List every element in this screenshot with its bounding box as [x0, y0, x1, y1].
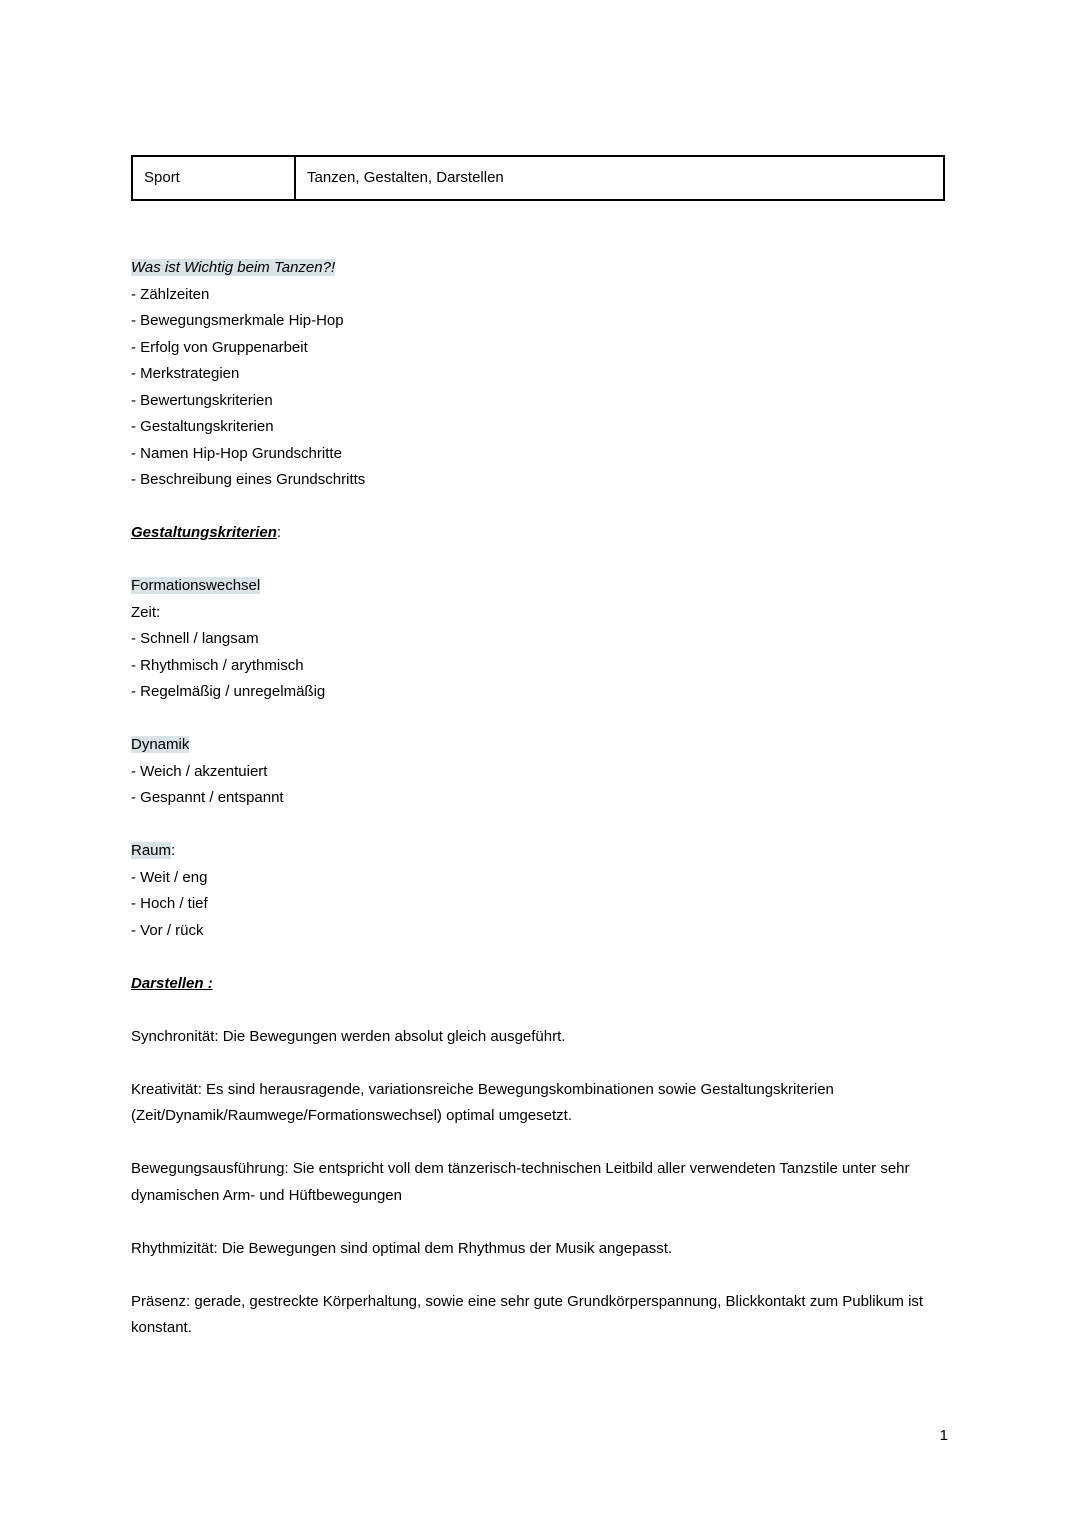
header-table-topic-cell: Tanzen, Gestalten, Darstellen [295, 156, 944, 200]
list-item: - Gespannt / entspannt [131, 789, 284, 806]
gestaltung-heading-text: Gestaltungskriterien [131, 524, 277, 541]
document-page-content [131, 155, 945, 1342]
paragraph-bewegungsausfuehrung: Bewegungsausführung: Sie entspricht voll dem tänzerisch-technischen Leitbild aller verwendeten Tanzstile unter sehr dynamischen Arm- und Hüftbewegungen [131, 1160, 910, 1204]
paragraph-praesenz: Präsenz: gerade, gestreckte Körperhaltung, sowie eine sehr gute Grundkörperspannung, Blickkontakt zum Publikum ist konstant. [131, 1292, 924, 1336]
list-item: - Bewertungskriterien [131, 391, 273, 409]
gestaltung-heading-colon: : [276, 524, 282, 541]
header-table-subject-cell: Sport [132, 156, 295, 200]
list-item: - Bewegungsmerkmale Hip-Hop [131, 312, 344, 329]
group-subtitle: Zeit: [131, 603, 161, 621]
list-item: - Namen Hip-Hop Grundschritte [131, 444, 342, 462]
group-title [131, 838, 945, 865]
spacer [131, 944, 945, 971]
darstellen-heading-text: Darstellen : [131, 974, 213, 992]
intro-heading [131, 255, 945, 282]
intro-heading-text: Was ist Wichtig beim Tanzen?! [131, 259, 336, 276]
header-table-row [132, 156, 944, 200]
spacer [131, 812, 945, 839]
spacer [131, 494, 945, 521]
spacer [131, 997, 945, 1024]
group-title [131, 732, 945, 759]
list-item: - Hoch / tief [131, 895, 208, 912]
gestaltung-heading [131, 520, 945, 547]
spacer [131, 547, 945, 574]
list-item: - Vor / rück [131, 921, 204, 939]
darstellen-heading [131, 971, 945, 998]
header-table [131, 155, 945, 201]
list-item: - Gestaltungskriterien [131, 418, 274, 435]
paragraph-rhythmizitaet: Rhythmizität: Die Bewegungen sind optimal dem Rhythmus der Musik angepasst. [131, 1239, 673, 1257]
group-title-text: Raum [131, 842, 172, 859]
group-title-colon: : [171, 842, 176, 859]
page-number: 1 [939, 1427, 948, 1444]
list-item: - Beschreibung eines Grundschritts [131, 471, 366, 488]
list-item: - Schnell / langsam [131, 630, 259, 647]
paragraph-synchronitaet: Synchronität: Die Bewegungen werden absolut gleich ausgeführt. [131, 1027, 566, 1045]
list-item: - Regelmäßig / unregelmäßig [131, 683, 326, 700]
list-item: - Weich / akzentuiert [131, 762, 268, 780]
list-item: - Weit / eng [131, 868, 208, 886]
group-title [131, 573, 945, 600]
group-title-text: Formationswechsel [131, 577, 261, 594]
list-item: - Merkstrategien [131, 365, 240, 382]
list-item: - Zählzeiten [131, 285, 210, 303]
list-item: - Erfolg von Gruppenarbeit [131, 338, 308, 356]
list-item: - Rhythmisch / arythmisch [131, 656, 304, 674]
group-title-text: Dynamik [131, 736, 190, 753]
spacer [131, 706, 945, 733]
paragraph-kreativitaet: Kreativität: Es sind herausragende, variationsreiche Bewegungskombinationen sowie Gestaltungskriterien (Zeit/Dynamik/Raumwege/Formationswechsel) optimal umgesetzt. [131, 1080, 834, 1124]
